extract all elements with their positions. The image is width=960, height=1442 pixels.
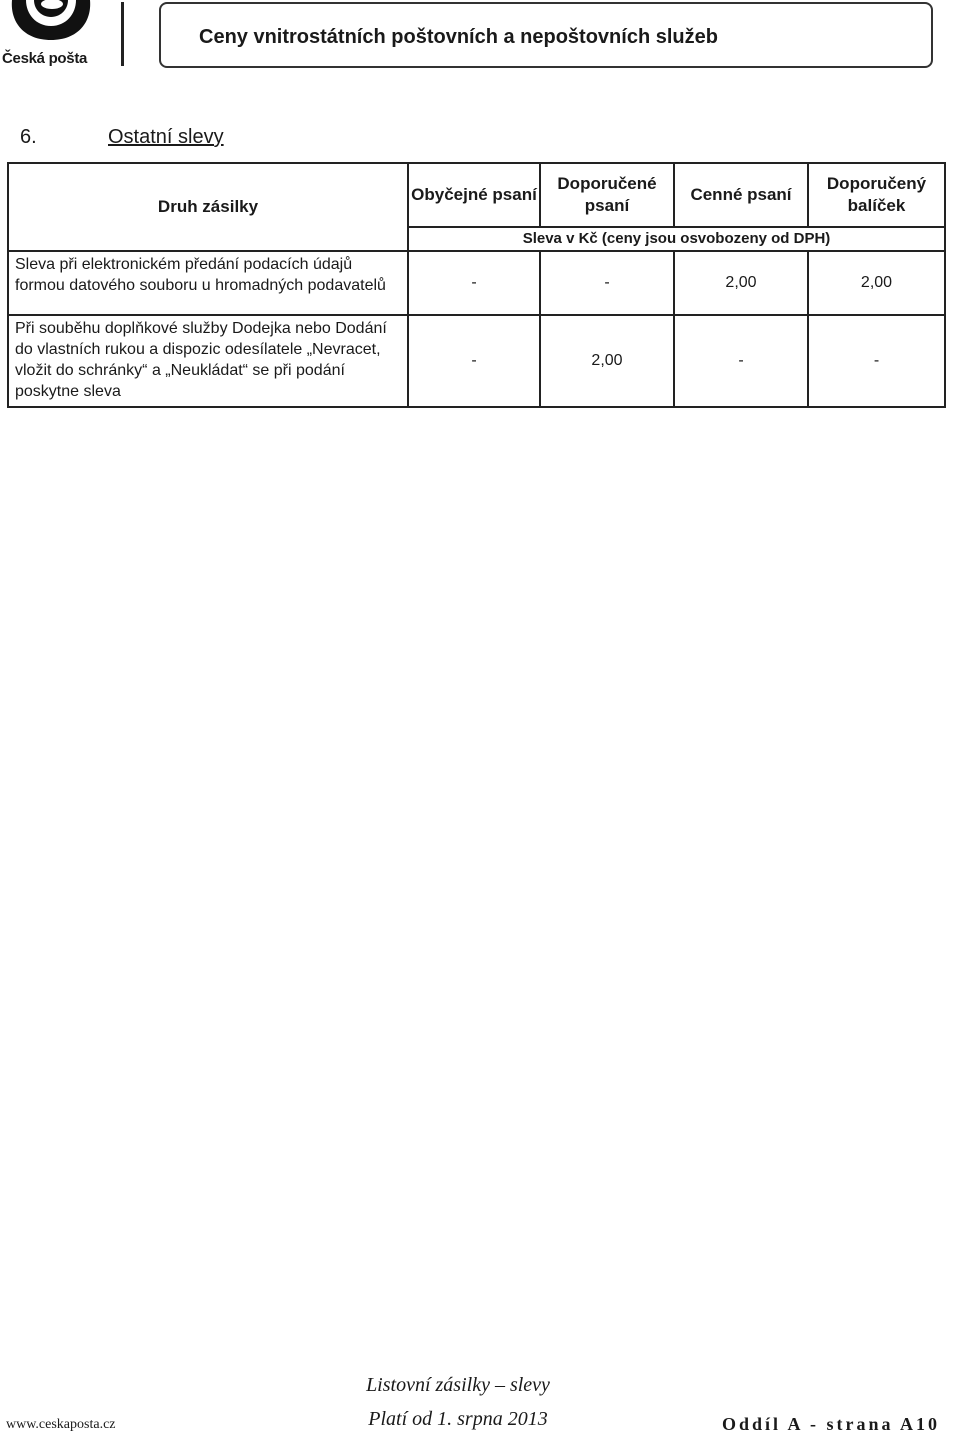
page-title: Ceny vnitrostátních poštovních a nepoštovních služeb: [199, 26, 718, 48]
footer-url-link[interactable]: www.ceskaposta.cz: [6, 1417, 116, 1432]
header-divider: [121, 2, 124, 66]
row-1-value-2: -: [674, 315, 808, 407]
section-number: 6.: [20, 126, 37, 148]
discount-table: [7, 162, 946, 408]
footer-page-number: Oddíl A - strana A10: [721, 1414, 940, 1434]
header-col-2: Cenné psaní: [674, 163, 808, 227]
row-1-value-0: -: [408, 315, 540, 407]
row-1-value-3: -: [808, 315, 945, 407]
logo-text: Česká pošta: [2, 50, 88, 67]
row-0-value-1: -: [540, 251, 674, 315]
row-1-description: Při souběhu doplňkové služby Dodejka nebo Dodání do vlastních rukou a dispozic odesílatele „Nevracet, vložit do schránky“ a „Neukládat“ se při podání poskytne sleva: [8, 315, 408, 407]
section-title: Ostatní slevy: [108, 126, 224, 148]
header-col-1: Doporučené psaní: [540, 163, 674, 227]
header-col-0: Obyčejné psaní: [408, 163, 540, 227]
footer-valid-from: Platí od 1. srpna 2013: [368, 1408, 548, 1430]
subheader-discount-unit: Sleva v Kč (ceny jsou osvobozeny od DPH): [408, 227, 945, 251]
section-heading: [20, 126, 224, 149]
header-item-type: Druh zásilky: [8, 163, 408, 251]
post-horn-icon: [6, 0, 96, 50]
row-0-description: Sleva při elektronickém předání podacích údajů formou datového souboru u hromadných podavatelů: [8, 251, 408, 315]
row-0-value-3: 2,00: [808, 251, 945, 315]
table-header-row: [8, 163, 945, 227]
table-row: [8, 251, 945, 315]
table-row: [8, 315, 945, 407]
row-1-value-1: 2,00: [540, 315, 674, 407]
header-col-3: Doporučený balíček: [808, 163, 945, 227]
ceska-posta-logo: [0, 0, 100, 70]
row-0-value-0: -: [408, 251, 540, 315]
footer-category: Listovní zásilky – slevy: [366, 1374, 550, 1396]
row-0-value-2: 2,00: [674, 251, 808, 315]
header-title-box: [159, 2, 933, 68]
